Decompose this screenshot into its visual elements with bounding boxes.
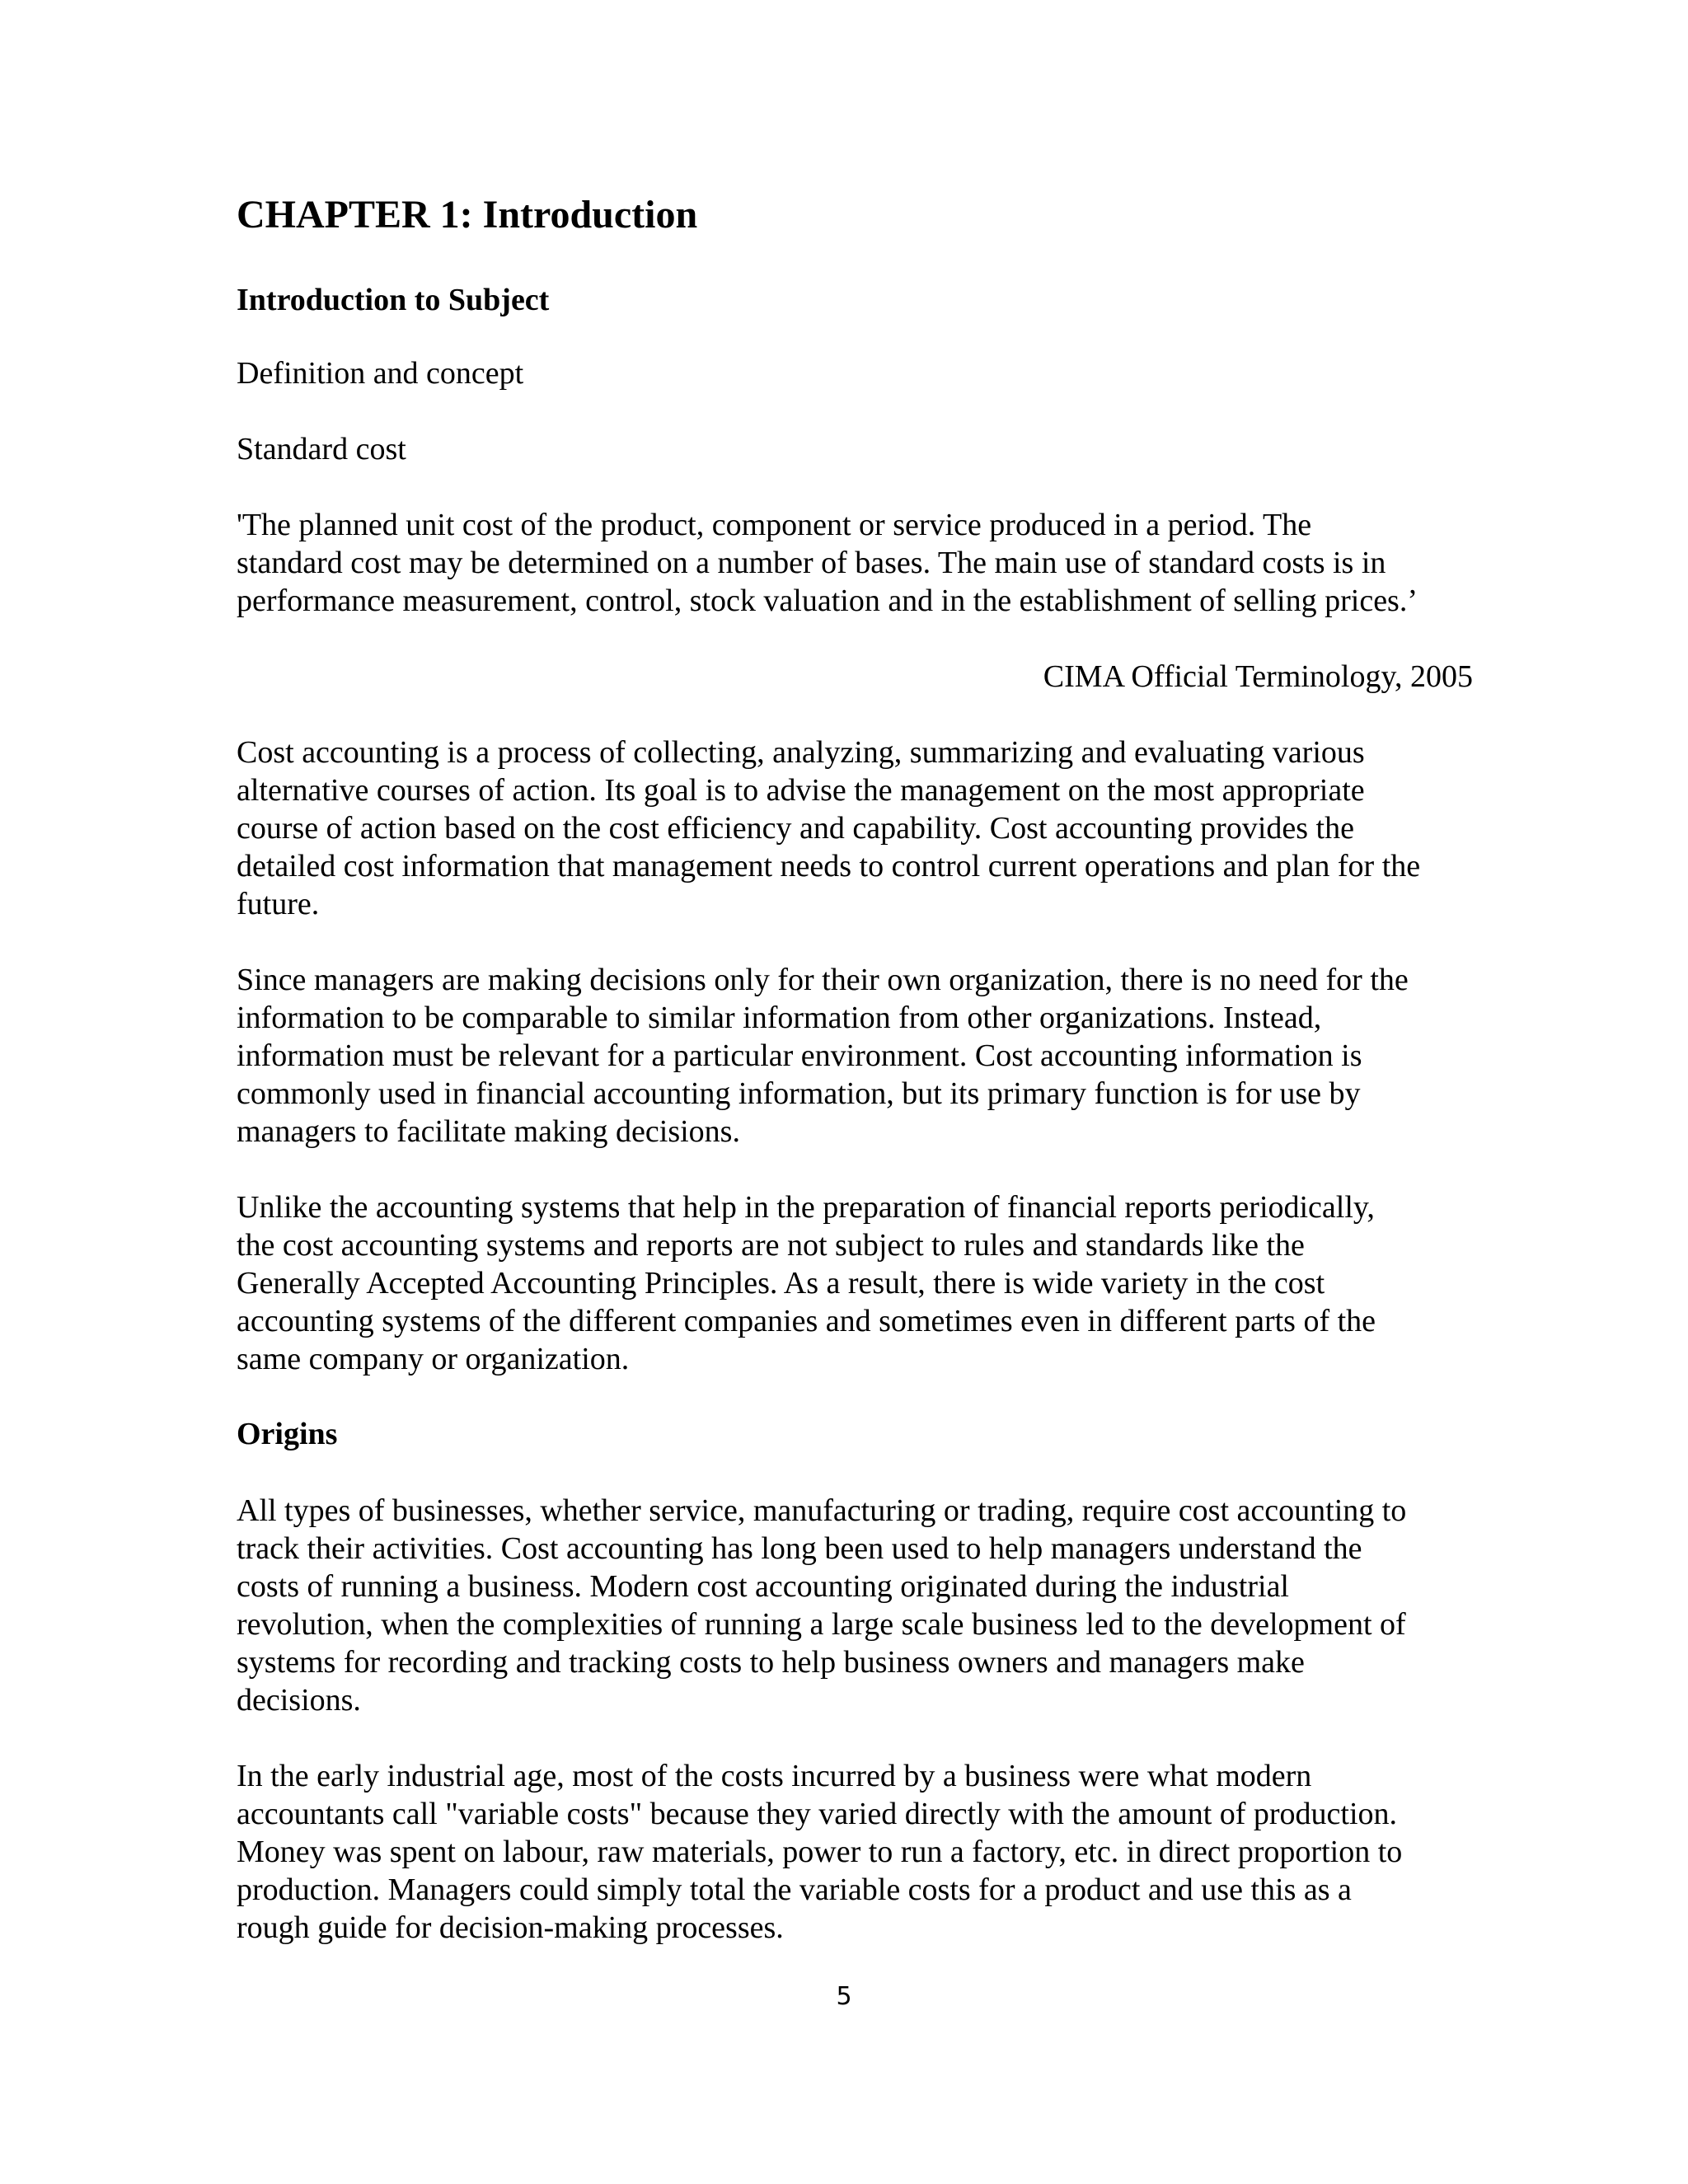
- paragraph-line: decisions.: [237, 1682, 361, 1718]
- paragraph-line: information must be relevant for a particular environment. Cost accounting information is: [237, 1038, 1362, 1074]
- page-number: 5: [836, 1982, 852, 2011]
- paragraph-line: revolution, when the complexities of running a large scale business led to the development of: [237, 1606, 1406, 1642]
- paragraph-line: information to be comparable to similar information from other organizations. Instead,: [237, 1001, 1322, 1036]
- paragraph-line: Generally Accepted Accounting Principles. As a result, there is wide variety in the cost: [237, 1266, 1325, 1301]
- paragraph-line: future.: [237, 887, 320, 922]
- quote-line: standard cost may be determined on a number of bases. The main use of standard costs is in: [237, 546, 1386, 581]
- paragraph-line: managers to facilitate making decisions.: [237, 1114, 740, 1150]
- paragraph-line: accountants call "variable costs" because they varied directly with the amount of production.: [237, 1796, 1398, 1831]
- paragraph-line: track their activities. Cost accounting has long been used to help managers understand the: [237, 1530, 1362, 1566]
- citation: CIMA Official Terminology, 2005: [1043, 659, 1473, 695]
- paragraph-line: Money was spent on labour, raw materials, power to run a factory, etc. in direct proportion to: [237, 1834, 1403, 1869]
- quote-line: 'The planned unit cost of the product, component or service produced in a period. The: [237, 508, 1312, 543]
- paragraph-origins: [237, 1492, 1473, 1719]
- paragraph-line: systems for recording and tracking costs to help business owners and managers make: [237, 1644, 1305, 1680]
- paragraph-line: costs of running a business. Modern cost accounting originated during the industrial: [237, 1568, 1289, 1604]
- paragraph-managers: [237, 961, 1473, 1151]
- paragraph-line: the cost accounting systems and reports are not subject to rules and standards like the: [237, 1228, 1305, 1263]
- paragraph-accounting-systems: [237, 1188, 1473, 1378]
- paragraph-line: All types of businesses, whether service, manufacturing or trading, require cost accounting to: [237, 1493, 1407, 1528]
- paragraph-line: alternative courses of action. Its goal is to advise the management on the most appropriate: [237, 773, 1365, 808]
- chapter-title: CHAPTER 1: Introduction: [237, 193, 698, 237]
- subheading-definition: Definition and concept: [237, 356, 524, 391]
- paragraph-line: In the early industrial age, most of the costs incurred by a business were what modern: [237, 1758, 1312, 1793]
- subheading-standard-cost: Standard cost: [237, 431, 406, 466]
- section-heading-introduction: Introduction to Subject: [237, 282, 550, 317]
- paragraph-line: Cost accounting is a process of collecting, analyzing, summarizing and evaluating various: [237, 735, 1365, 771]
- paragraph-line: production. Managers could simply total the variable costs for a product and use this as a: [237, 1872, 1352, 1907]
- paragraph-cost-accounting: [237, 733, 1473, 923]
- section-heading-origins: Origins: [237, 1417, 338, 1452]
- quote-line: performance measurement, control, stock valuation and in the establishment of selling prices.’: [237, 583, 1418, 619]
- paragraph-line: detailed cost information that management needs to control current operations and plan for the: [237, 849, 1421, 884]
- paragraph-industrial-age: [237, 1757, 1473, 1947]
- paragraph-line: same company or organization.: [237, 1342, 630, 1377]
- paragraph-line: course of action based on the cost efficiency and capability. Cost accounting provides the: [237, 811, 1354, 846]
- paragraph-line: rough guide for decision-making processes.: [237, 1910, 784, 1945]
- page-content: [237, 180, 1473, 1947]
- paragraph-line: Since managers are making decisions only for their own organization, there is no need for the: [237, 963, 1409, 998]
- paragraph-line: Unlike the accounting systems that help in the preparation of financial reports periodically,: [237, 1190, 1375, 1226]
- paragraph-line: commonly used in financial accounting information, but its primary function is for use by: [237, 1076, 1361, 1112]
- quote-paragraph: [237, 506, 1473, 620]
- paragraph-line: accounting systems of the different companies and sometimes even in different parts of the: [237, 1304, 1376, 1339]
